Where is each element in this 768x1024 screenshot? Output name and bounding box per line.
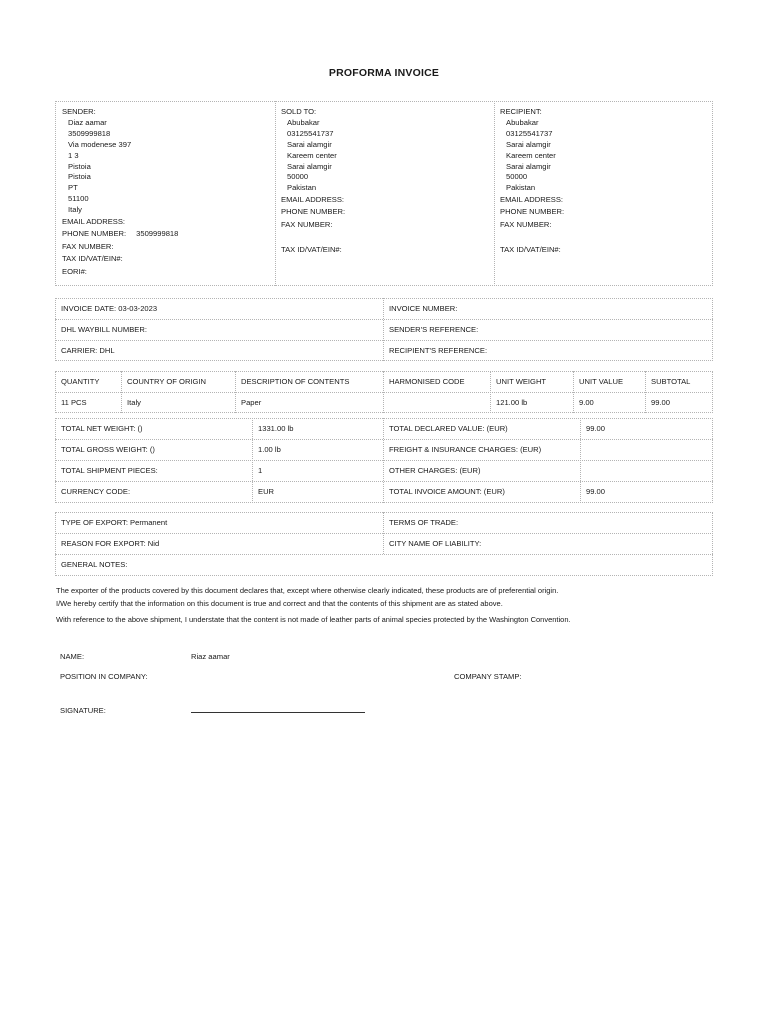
sold-to-line: Abubakar: [287, 117, 320, 127]
declaration-text: I/We hereby certify that the information on this document is true and correct and that the contents of this shipment are as stated above.: [56, 599, 503, 608]
sender-section: [62, 107, 178, 278]
sender-label: SENDER:: [62, 107, 96, 116]
recipient-line: 50000: [506, 172, 528, 182]
recipient-fax-label: FAX NUMBER:: [500, 220, 552, 230]
recipient-line: Pakistan: [506, 183, 536, 193]
table-cell: 99.00: [651, 398, 671, 407]
general-notes-label: GENERAL NOTES:: [61, 560, 128, 569]
table-header: SUBTOTAL: [651, 377, 691, 386]
gross-weight-label: TOTAL GROSS WEIGHT: (): [61, 445, 155, 454]
table-header: DESCRIPTION OF CONTENTS: [241, 377, 350, 386]
terms-of-trade-label: TERMS OF TRADE:: [389, 518, 459, 527]
sender-fax-label: FAX NUMBER:: [62, 241, 114, 251]
sold-to-email-label: EMAIL ADDRESS:: [281, 195, 345, 205]
sender-line: Diaz aamar: [68, 117, 107, 127]
sender-tax-label: TAX ID/VAT/EIN#:: [62, 253, 123, 263]
recipient-tax-label: TAX ID/VAT/EIN#:: [500, 244, 561, 254]
export-reason: REASON FOR EXPORT: Nid: [61, 539, 160, 548]
page-title: PROFORMA INVOICE: [328, 67, 440, 79]
sender-line: 1 3: [68, 150, 79, 160]
shipment-pieces-value: 1: [258, 466, 263, 475]
recipient-line: Sarai alamgir: [506, 161, 551, 171]
currency-code-label: CURRENCY CODE:: [61, 487, 131, 496]
signature-line: [191, 712, 365, 713]
sold-to-phone-label: PHONE NUMBER:: [281, 207, 346, 217]
recipient-line: Kareem center: [506, 150, 556, 160]
sender-line: Via modenese 397: [68, 139, 132, 149]
sender-line: Pistoia: [68, 161, 91, 171]
waybill-label: DHL WAYBILL NUMBER:: [61, 325, 147, 334]
invoice-total-label: TOTAL INVOICE AMOUNT: (EUR): [389, 487, 505, 496]
table-cell: 11 PCS: [61, 398, 87, 407]
sender-line: Italy: [68, 205, 82, 215]
sold-to-line: Sarai alamgir: [287, 161, 332, 171]
sold-to-line: Pakistan: [287, 183, 317, 193]
recipient-line: 03125541737: [506, 128, 553, 138]
sold-to-section: [281, 107, 345, 256]
sender-phone-label: PHONE NUMBER:: [62, 228, 127, 238]
sender-line: 51100: [68, 194, 89, 204]
sender-line: 3509999818: [68, 128, 111, 138]
recipient-section: [500, 107, 564, 256]
invoice-date: INVOICE DATE: 03-03-2023: [61, 304, 158, 313]
sender-line: PT: [68, 183, 78, 193]
freight-charges-label: FREIGHT & INSURANCE CHARGES: (EUR): [389, 445, 542, 454]
recipient-phone-label: PHONE NUMBER:: [500, 207, 565, 217]
sender-email-label: EMAIL ADDRESS:: [62, 217, 126, 227]
sender-line: Pistoia: [68, 172, 91, 182]
sold-to-line: Kareem center: [287, 150, 337, 160]
sold-to-fax-label: FAX NUMBER:: [281, 220, 333, 230]
position-label: POSITION IN COMPANY:: [60, 672, 148, 681]
name-label: NAME:: [60, 652, 85, 661]
company-stamp-label: COMPANY STAMP:: [454, 672, 522, 681]
other-charges-label: OTHER CHARGES: (EUR): [389, 466, 481, 475]
recipient-line: Abubakar: [506, 117, 539, 127]
recipients-reference-label: RECIPIENT'S REFERENCE:: [389, 346, 488, 355]
table-cell: Paper: [241, 398, 262, 407]
net-weight-value: 1331.00 lb: [258, 424, 294, 433]
carrier: CARRIER: DHL: [61, 346, 115, 355]
name-value: Riaz aamar: [191, 652, 230, 661]
sold-to-line: Sarai alamgir: [287, 139, 332, 149]
table-header: HARMONISED CODE: [389, 377, 465, 386]
table-cell: Italy: [127, 398, 141, 407]
table-header: COUNTRY OF ORIGIN: [127, 377, 207, 386]
declared-value-label: TOTAL DECLARED VALUE: (EUR): [389, 424, 508, 433]
recipient-line: Sarai alamgir: [506, 139, 551, 149]
liability-city-label: CITY NAME OF LIABILITY:: [389, 539, 482, 548]
declared-value: 99.00: [586, 424, 606, 433]
gross-weight-value: 1.00 lb: [258, 445, 281, 454]
table-cell: 121.00 lb: [496, 398, 528, 407]
table-header: UNIT WEIGHT: [496, 377, 547, 386]
sender-phone-row: [62, 229, 178, 240]
sold-to-line: 50000: [287, 172, 309, 182]
declaration-text: With reference to the above shipment, I understate that the content is not made of leather parts of animal species protected by the Washington Convention.: [56, 615, 571, 624]
sender-phone-value: 3509999818: [136, 228, 179, 238]
signature-label: SIGNATURE:: [60, 706, 106, 715]
shipment-pieces-label: TOTAL SHIPMENT PIECES:: [61, 466, 158, 475]
sold-to-line: 03125541737: [287, 128, 334, 138]
invoice-total-value: 99.00: [586, 487, 606, 496]
senders-reference-label: SENDER'S REFERENCE:: [389, 325, 479, 334]
recipient-label: RECIPIENT:: [500, 107, 542, 116]
sold-to-tax-label: TAX ID/VAT/EIN#:: [281, 244, 342, 254]
table-header: UNIT VALUE: [579, 377, 624, 386]
recipient-email-label: EMAIL ADDRESS:: [500, 195, 564, 205]
invoice-number-label: INVOICE NUMBER:: [389, 304, 458, 313]
declaration-text: The exporter of the products covered by this document declares that, except where otherwise clearly indicated, these products are of preferential origin.: [56, 586, 559, 595]
sender-eori-label: EORI#:: [62, 266, 87, 276]
sold-to-label: SOLD TO:: [281, 107, 317, 116]
table-header: QUANTITY: [61, 377, 100, 386]
currency-code-value: EUR: [258, 487, 275, 496]
table-cell: 9.00: [579, 398, 594, 407]
export-type: TYPE OF EXPORT: Permanent: [61, 518, 168, 527]
net-weight-label: TOTAL NET WEIGHT: (): [61, 424, 143, 433]
